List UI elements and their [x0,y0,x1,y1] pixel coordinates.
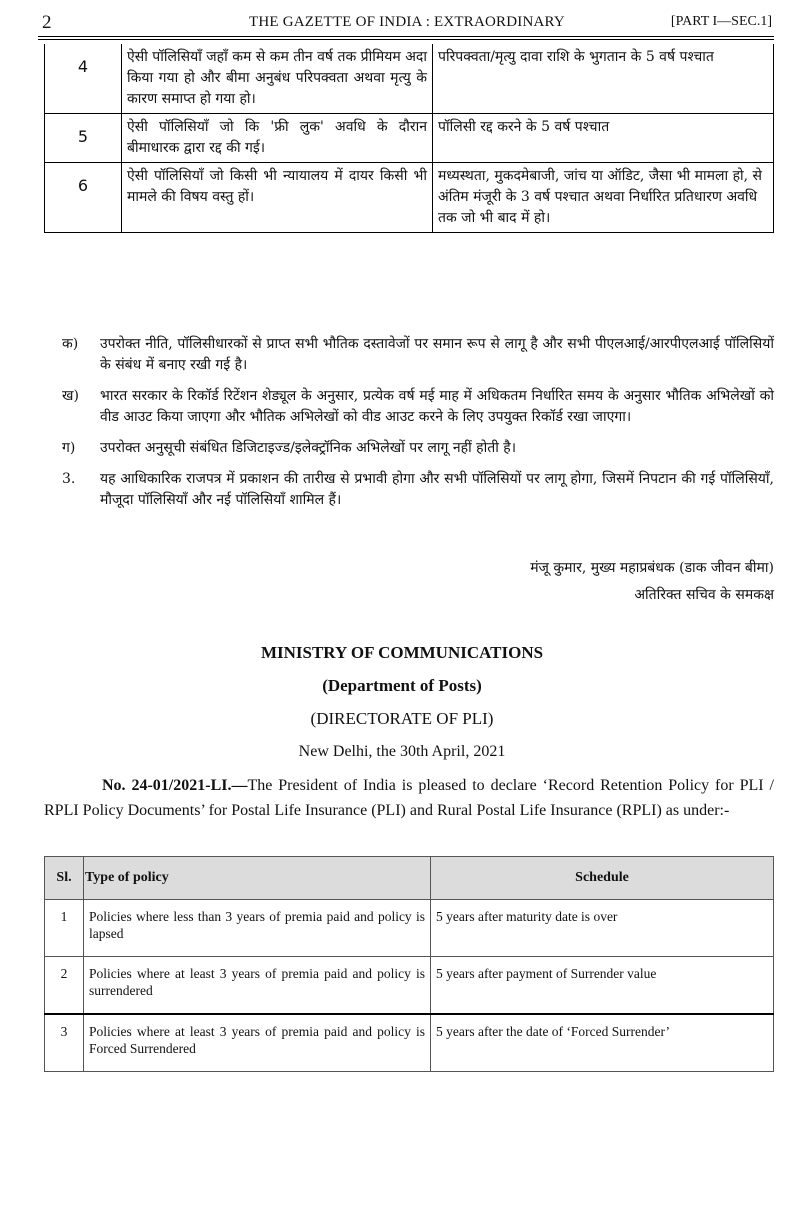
table-row [45,1014,774,1072]
date-line: New Delhi, the 30th April, 2021 [298,743,506,760]
header-schedule: Schedule [431,857,774,900]
note-item [62,386,774,428]
notification-text: The President of India is pleased to declare ‘Record Retention Policy for PLI / RPLI Policy Documents’ for Postal Life Insurance (PLI) and Rural Postal Life Insurance (RPLI) as under:- [44,777,774,819]
serial-number: 1 [45,900,84,957]
row-number: 4 [45,44,122,114]
notes-section [62,334,774,521]
department-name: (Department of Posts) [322,676,482,695]
serial-number: 2 [45,957,84,1015]
retention-schedule: मध्यस्थता, मुकदमेबाजी, जांच या ऑडिट, जैसा भी मामला हो, से अंतिम मंजूरी के 3 वर्ष पश्चात अथवा निर्धारित प्रतिधारण अवधि तक जो भी बाद में हो। [433,163,774,233]
policy-description: ऐसी पॉलिसियाँ जो कि 'फ्री लुक' अवधि के दौरान बीमाधारक द्वारा रद्द की गई। [122,114,433,163]
table-row [45,957,774,1015]
policy-type: Policies where less than 3 years of premia paid and policy is lapsed [84,900,431,957]
page-number: 2 [42,12,52,33]
serial-number: 3 [45,1014,84,1072]
note-text: उपरोक्त नीति, पॉलिसीधारकों से प्राप्त सभी भौतिक दस्तावेजों पर समान रूप से लागू है और सभी पीएलआई/आरपीएलआई पॉलिसियों के संबंध में बनाए रखी गई है। [100,336,774,373]
part-section: [PART I—SEC.1] [670,14,772,29]
signatory-name: मंजू कुमार, मुख्य महाप्रबंधक (डाक जीवन बीमा) [530,560,774,576]
schedule: 5 years after payment of Surrender value [431,957,774,1015]
header-type-of-policy: Type of policy [84,857,431,900]
retention-schedule: पॉलिसी रद्द करने के 5 वर्ष पश्चात [433,114,774,163]
policy-type: Policies where at least 3 years of premia paid and policy is surrendered [84,957,431,1015]
directorate-name: (DIRECTORATE OF PLI) [310,709,494,728]
row-number: 5 [45,114,122,163]
note-text: यह आधिकारिक राजपत्र में प्रकाशन की तारीख से प्रभावी होगा और सभी पॉलिसियों पर लागू होगा, जिसमें निपटान की गई पॉलिसियाँ, मौजूदा पॉलिसियाँ और नई पॉलिसियाँ शामिल हैं। [100,471,774,508]
table-row [45,163,774,233]
note-item [62,334,774,376]
retention-schedule: परिपक्वता/मृत्यु दावा राशि के भुगतान के 5 वर्ष पश्चात [433,44,774,114]
schedule: 5 years after the date of ‘Forced Surrender’ [431,1014,774,1072]
policy-description: ऐसी पॉलिसियाँ जहाँ कम से कम तीन वर्ष तक प्रीमियम अदा किया गया हो और बीमा अनुबंध परिपक्वता अथवा मृत्यु के कारण समाप्त हो गया हो। [122,44,433,114]
table-row [45,44,774,114]
note-text: उपरोक्त अनुसूची संबंधित डिजिटाइज्ड/इलेक्ट्रॉनिक अभिलेखों पर लागू नहीं होती है। [100,440,517,456]
policy-type: Policies where at least 3 years of premia paid and policy is Forced Surrendered [84,1014,431,1072]
row-number: 6 [45,163,122,233]
note-marker: ग) [62,440,76,456]
hindi-retention-table [44,44,774,233]
table-row [45,114,774,163]
gazette-header [42,12,772,38]
english-retention-table [44,856,774,1072]
note-text: भारत सरकार के रिकॉर्ड रिटेंशन शेड्यूल के अनुसार, प्रत्येक वर्ष मई माह में अधिकतम निर्धारित समय के अनुसार भौतिक अभिलेखों को वीड आउट किया जाएगा और भौतिक अभिलेखों को वीड आउट करने के लिए उपयुक्त रिकॉर्ड रखा जाएगा। [100,388,774,425]
note-marker: 3. [62,471,76,487]
note-marker: क) [62,336,79,352]
header-rule [38,36,774,40]
gazette-title: THE GAZETTE OF INDIA : EXTRAORDINARY [249,14,565,30]
note-item [62,469,774,511]
table-header-row [45,857,774,900]
header-sl: Sl. [45,857,84,900]
note-item [62,438,774,459]
ministry-name: MINISTRY OF COMMUNICATIONS [260,643,544,662]
schedule: 5 years after maturity date is over [431,900,774,957]
policy-description: ऐसी पॉलिसियाँ जो किसी भी न्यायालय में दायर किसी भी मामले की विषय वस्तु हों। [122,163,433,233]
note-marker: ख) [62,388,79,404]
signatory-designation: अतिरिक्त सचिव के समकक्ष [634,587,774,603]
table-row [45,900,774,957]
notification-paragraph [44,773,774,823]
notification-number: No. 24-01/2021-LI.— [102,777,248,794]
